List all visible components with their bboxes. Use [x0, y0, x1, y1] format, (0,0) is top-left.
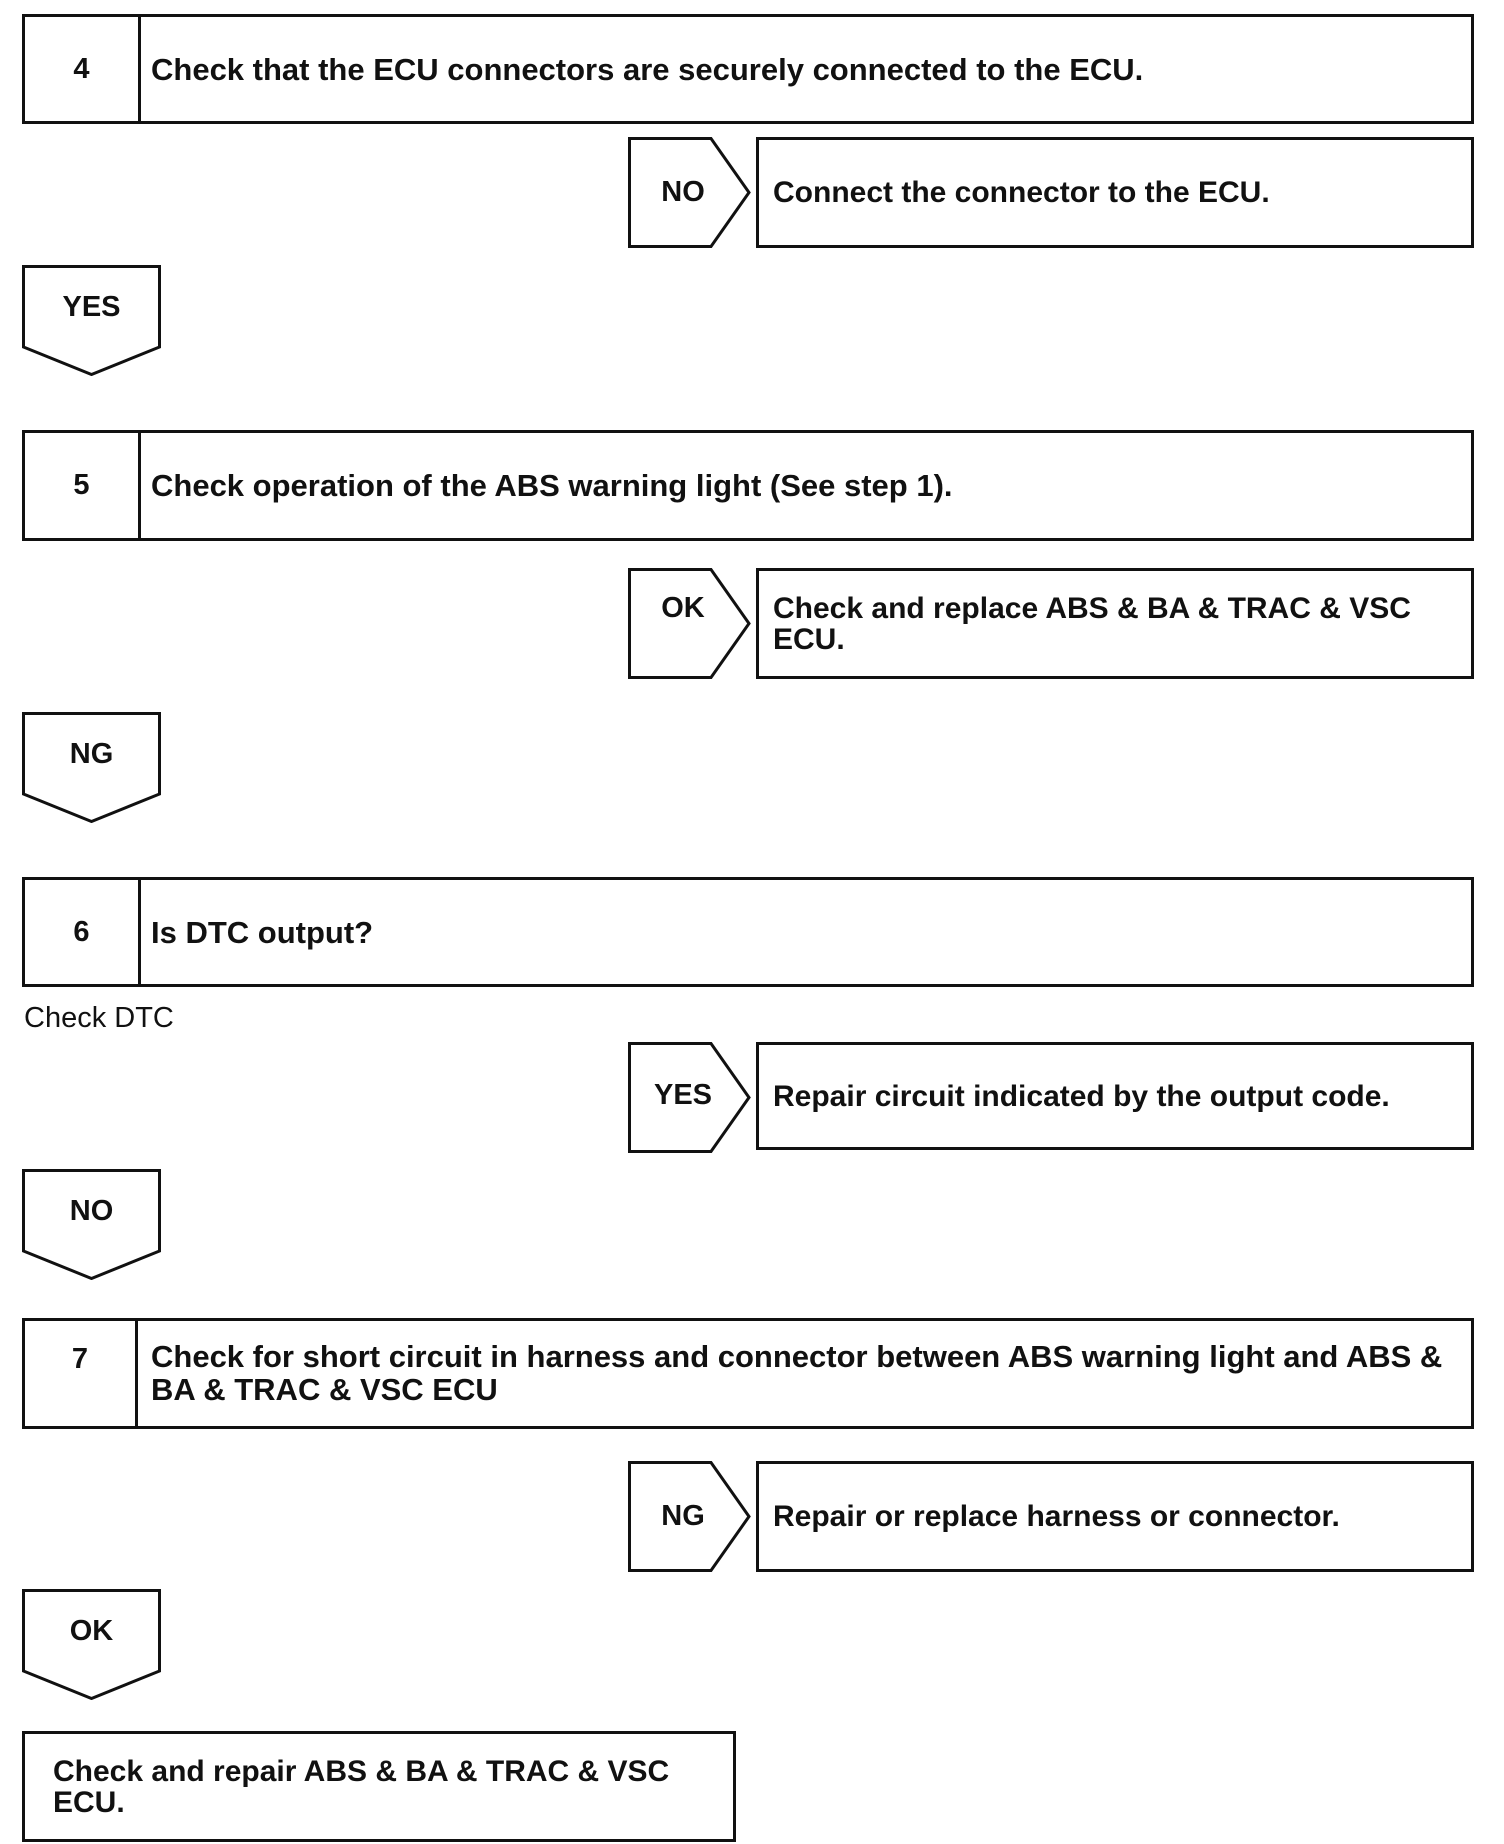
step-7-box — [22, 1318, 1474, 1429]
step-text: Is DTC output? — [151, 914, 374, 950]
result-box: Repair circuit indicated by the output code. — [756, 1042, 1474, 1150]
branch-label: NO — [661, 176, 705, 208]
down-label: NG — [69, 737, 114, 770]
step-number: 6 — [25, 880, 141, 984]
branch-label: OK — [661, 591, 705, 624]
branch-label: NG — [661, 1500, 705, 1532]
down-label: OK — [69, 1614, 114, 1647]
step-text: Check operation of the ABS warning light (See step 1). — [151, 468, 953, 503]
down-label: NO — [69, 1194, 114, 1227]
step-number: 5 — [25, 433, 141, 538]
result-box: Repair or replace harness or connector. — [756, 1461, 1474, 1572]
branch-label: YES — [653, 1078, 713, 1111]
down-label: YES — [62, 290, 121, 323]
step-5-box — [22, 430, 1474, 541]
step-text: Check for short circuit in harness and connector between ABS warning light and ABS & BA & TRAC & VSC ECU — [151, 1339, 1443, 1407]
step-text: Check that the ECU connectors are securely connected to the ECU. — [151, 51, 1144, 87]
result-box: Check and replace ABS & BA & TRAC & VSC ECU. — [756, 568, 1474, 679]
step-number: 7 — [25, 1321, 138, 1426]
step-number: 4 — [25, 17, 141, 121]
final-result-box: Check and repair ABS & BA & TRAC & VSC ECU. — [22, 1731, 736, 1842]
note-text: Check DTC — [24, 1002, 174, 1034]
step-6-box — [22, 877, 1474, 987]
result-box: Connect the connector to the ECU. — [756, 137, 1474, 248]
step-4-box — [22, 14, 1474, 124]
